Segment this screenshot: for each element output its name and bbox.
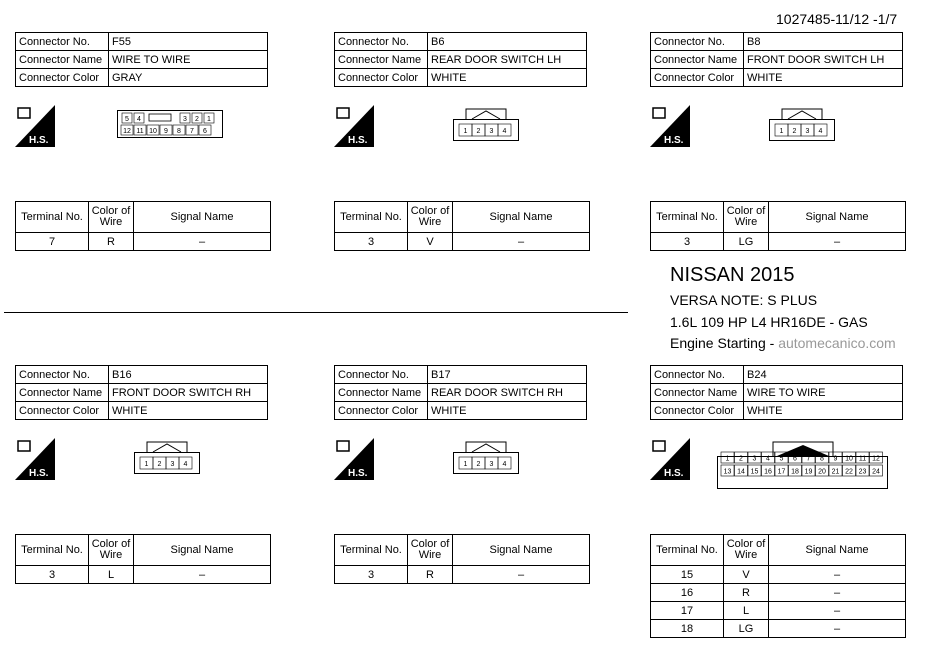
- wire-cell: R: [89, 233, 134, 251]
- connector-name-value: REAR DOOR SWITCH RH: [428, 384, 587, 402]
- connector-name-label: Connector Name: [651, 384, 744, 402]
- connector-no-label: Connector No.: [16, 366, 109, 384]
- connector-color-label: Connector Color: [335, 402, 428, 420]
- table-row: [651, 566, 906, 584]
- connector-color-label: Connector Color: [651, 69, 744, 87]
- terminal-table-b24: [650, 534, 906, 638]
- signal-cell: –: [134, 233, 271, 251]
- pin: 3: [183, 116, 187, 123]
- connector-block-b6: [334, 32, 587, 87]
- pin: 20: [818, 468, 826, 476]
- pin: 8: [177, 128, 181, 135]
- connector-name-value: REAR DOOR SWITCH LH: [428, 51, 587, 69]
- table-row: [335, 566, 590, 584]
- hs-label: H.S.: [348, 468, 368, 479]
- connector-color-label: Connector Color: [335, 69, 428, 87]
- terminal-cell: 17: [651, 602, 724, 620]
- connector-name-label: Connector Name: [16, 384, 109, 402]
- vehicle-model: VERSA NOTE: S PLUS: [670, 292, 818, 308]
- pin: 12: [123, 128, 131, 135]
- connector-face-b8: [769, 107, 835, 146]
- pin: 4: [137, 116, 141, 123]
- connector-no-label: Connector No.: [335, 33, 428, 51]
- pin: 2: [476, 128, 481, 135]
- connector-no-label: Connector No.: [16, 33, 109, 51]
- pin: 9: [833, 455, 838, 463]
- connector-color-value: WHITE: [744, 69, 903, 87]
- pin: 11: [858, 455, 867, 463]
- connector-name-label: Connector Name: [651, 51, 744, 69]
- pin: 1: [207, 116, 211, 123]
- terminal-cell: 3: [651, 233, 724, 251]
- pin: 4: [183, 461, 188, 468]
- connector-color-value: WHITE: [109, 402, 268, 420]
- connector-color-value: GRAY: [109, 69, 268, 87]
- wire-color-header: Color of Wire: [724, 535, 769, 566]
- pin: 23: [858, 468, 867, 476]
- connector-name-label: Connector Name: [335, 51, 428, 69]
- terminal-cell: 3: [335, 566, 408, 584]
- terminal-cell: 7: [16, 233, 89, 251]
- wire-color-header: Color of Wire: [408, 535, 453, 566]
- table-row: [651, 620, 906, 638]
- wire-cell: LG: [724, 233, 769, 251]
- pin: 5: [779, 455, 784, 463]
- terminal-table-f55: [15, 201, 271, 251]
- terminal-cell: 18: [651, 620, 724, 638]
- wire-color-header: Color of Wire: [89, 535, 134, 566]
- pin: 22: [845, 468, 853, 476]
- connector-no-value: B16: [109, 366, 268, 384]
- hs-icon: [650, 438, 690, 480]
- terminal-table-b16: [15, 534, 271, 584]
- wire-cell: V: [724, 566, 769, 584]
- connector-no-label: Connector No.: [651, 33, 744, 51]
- connector-name-value: FRONT DOOR SWITCH RH: [109, 384, 268, 402]
- signal-cell: –: [769, 233, 906, 251]
- terminal-cell: 16: [651, 584, 724, 602]
- hs-icon: [334, 438, 374, 480]
- connector-name-value: WIRE TO WIRE: [109, 51, 268, 69]
- pin: 1: [779, 128, 784, 135]
- pin: 12: [872, 455, 880, 463]
- connector-color-label: Connector Color: [16, 402, 109, 420]
- wire-color-header: Color of Wire: [724, 202, 769, 233]
- terminal-table-b17: [334, 534, 590, 584]
- wire-cell: L: [724, 602, 769, 620]
- connector-name-value: FRONT DOOR SWITCH LH: [744, 51, 903, 69]
- pin: 4: [502, 128, 507, 135]
- wire-cell: R: [408, 566, 453, 584]
- pin: 16: [764, 468, 772, 476]
- connector-color-value: WHITE: [428, 69, 587, 87]
- pin: 2: [476, 461, 481, 468]
- connector-face-b17: [453, 440, 519, 479]
- pin: 4: [766, 455, 770, 463]
- pin: 14: [737, 468, 745, 476]
- connector-block-b17: [334, 365, 587, 420]
- pin: 4: [502, 461, 507, 468]
- pin: 19: [804, 468, 813, 476]
- terminal-no-header: Terminal No.: [651, 202, 724, 233]
- pin: 1: [463, 128, 468, 135]
- signal-name-header: Signal Name: [134, 202, 271, 233]
- pin: 6: [203, 128, 207, 135]
- table-row: [651, 602, 906, 620]
- vehicle-section: [670, 333, 896, 353]
- connector-block-b16: [15, 365, 268, 420]
- connector-no-label: Connector No.: [335, 366, 428, 384]
- table-row: [335, 233, 590, 251]
- signal-cell: –: [769, 620, 906, 638]
- connector-color-label: Connector Color: [16, 69, 109, 87]
- section-divider: [4, 312, 628, 313]
- connector-color-value: WHITE: [428, 402, 587, 420]
- signal-cell: –: [134, 566, 271, 584]
- connector-no-label: Connector No.: [651, 366, 744, 384]
- signal-name-header: Signal Name: [769, 202, 906, 233]
- pin: 3: [489, 461, 494, 468]
- hs-icon: [334, 105, 374, 147]
- terminal-cell: 3: [16, 566, 89, 584]
- pin: 15: [750, 468, 759, 476]
- pin: 10: [149, 128, 157, 135]
- terminal-cell: 15: [651, 566, 724, 584]
- terminal-no-header: Terminal No.: [335, 535, 408, 566]
- pin: 3: [752, 455, 757, 463]
- pin: 3: [489, 128, 494, 135]
- pin: 2: [157, 461, 162, 468]
- connector-block-f55: [15, 32, 268, 87]
- connector-block-b8: [650, 32, 903, 87]
- hs-label: H.S.: [29, 468, 49, 479]
- section-label: Engine Starting -: [670, 335, 775, 351]
- vehicle-make-year: NISSAN 2015: [670, 264, 795, 286]
- terminal-no-header: Terminal No.: [16, 535, 89, 566]
- hs-label: H.S.: [664, 135, 684, 146]
- signal-cell: –: [769, 584, 906, 602]
- hs-icon: [650, 105, 690, 147]
- pin: 9: [164, 128, 168, 135]
- pin: 5: [125, 116, 129, 123]
- connector-block-b24: [650, 365, 903, 420]
- wire-cell: LG: [724, 620, 769, 638]
- table-row: [16, 233, 271, 251]
- document-id: 1027485-11/12 -1/7: [776, 11, 898, 27]
- hs-label: H.S.: [348, 135, 368, 146]
- wire-cell: L: [89, 566, 134, 584]
- signal-cell: –: [453, 566, 590, 584]
- connector-no-value: F55: [109, 33, 268, 51]
- pin: 3: [170, 461, 175, 468]
- pin: 21: [831, 468, 840, 476]
- connector-face-b24: [717, 440, 889, 495]
- connector-no-value: B24: [744, 366, 903, 384]
- connector-face-f55: [117, 110, 223, 143]
- wire-color-header: Color of Wire: [89, 202, 134, 233]
- pin: 1: [725, 455, 730, 463]
- pin: 10: [845, 455, 853, 463]
- connector-no-value: B6: [428, 33, 587, 51]
- pin: 4: [818, 128, 823, 135]
- pin: 18: [791, 468, 799, 476]
- hs-icon: [15, 105, 55, 147]
- connector-name-value: WIRE TO WIRE: [744, 384, 903, 402]
- terminal-no-header: Terminal No.: [335, 202, 408, 233]
- connector-color-label: Connector Color: [651, 402, 744, 420]
- signal-name-header: Signal Name: [769, 535, 906, 566]
- terminal-no-header: Terminal No.: [16, 202, 89, 233]
- wire-cell: R: [724, 584, 769, 602]
- hs-icon: [15, 438, 55, 480]
- terminal-table-b8: [650, 201, 906, 251]
- table-row: [651, 584, 906, 602]
- pin: 1: [463, 461, 468, 468]
- signal-name-header: Signal Name: [134, 535, 271, 566]
- connector-no-value: B8: [744, 33, 903, 51]
- pin: 3: [805, 128, 810, 135]
- pin: 7: [806, 455, 811, 463]
- signal-name-header: Signal Name: [453, 202, 590, 233]
- pin: 2: [195, 116, 199, 123]
- signal-cell: –: [453, 233, 590, 251]
- terminal-cell: 3: [335, 233, 408, 251]
- table-row: [651, 233, 906, 251]
- site-watermark: automecanico.com: [778, 335, 896, 351]
- pin: 8: [820, 455, 824, 463]
- terminal-no-header: Terminal No.: [651, 535, 724, 566]
- connector-color-value: WHITE: [744, 402, 903, 420]
- pin: 2: [792, 128, 797, 135]
- connector-face-b6: [453, 107, 519, 146]
- wire-cell: V: [408, 233, 453, 251]
- connector-no-value: B17: [428, 366, 587, 384]
- hs-label: H.S.: [29, 135, 49, 146]
- pin: 7: [190, 128, 194, 135]
- connector-name-label: Connector Name: [335, 384, 428, 402]
- pin: 1: [144, 461, 149, 468]
- signal-cell: –: [769, 602, 906, 620]
- connector-name-label: Connector Name: [16, 51, 109, 69]
- wire-color-header: Color of Wire: [408, 202, 453, 233]
- terminal-table-b6: [334, 201, 590, 251]
- pin: 6: [793, 455, 797, 463]
- vehicle-engine: 1.6L 109 HP L4 HR16DE - GAS: [670, 314, 868, 330]
- connector-info-table: [15, 32, 268, 87]
- pin: 17: [777, 468, 786, 476]
- signal-cell: –: [769, 566, 906, 584]
- table-row: [16, 566, 271, 584]
- connector-face-b16: [134, 440, 200, 479]
- pin: 11: [136, 128, 144, 135]
- pin: 24: [872, 468, 880, 476]
- hs-label: H.S.: [664, 468, 684, 479]
- signal-name-header: Signal Name: [453, 535, 590, 566]
- pin: 13: [723, 468, 732, 476]
- pin: 2: [739, 455, 743, 463]
